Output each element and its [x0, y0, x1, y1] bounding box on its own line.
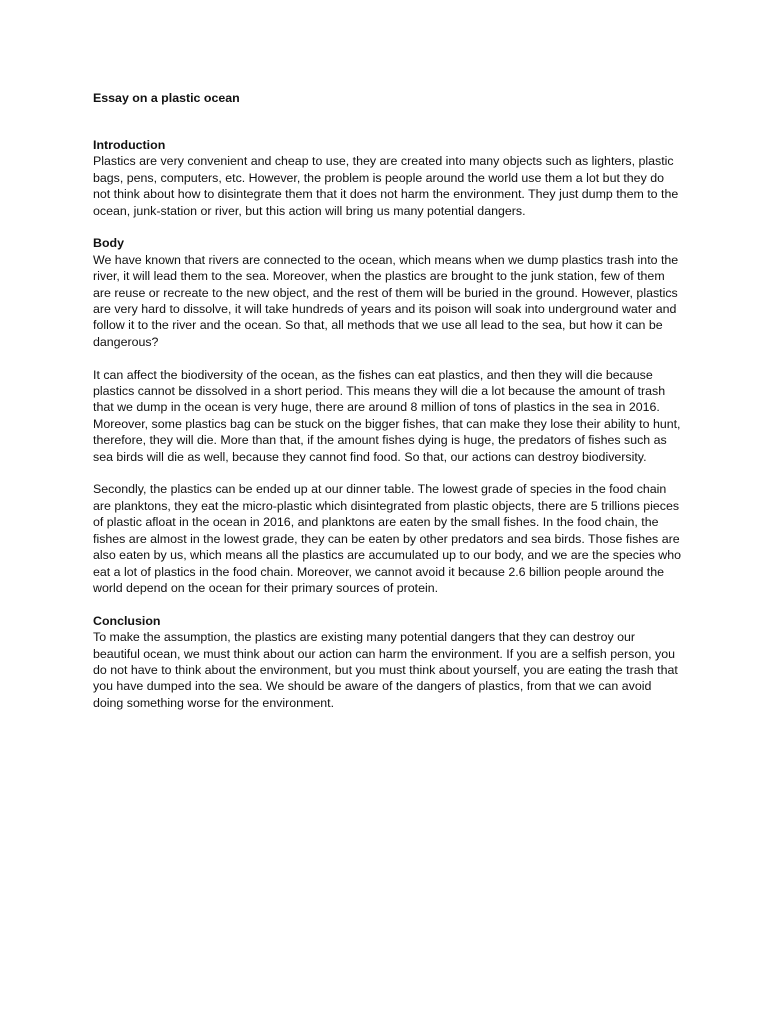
- conclusion-heading: Conclusion: [93, 613, 161, 628]
- document-page: [93, 90, 683, 711]
- body-heading: Body: [93, 236, 124, 251]
- conclusion-paragraph: To make the assumption, the plastics are existing many potential dangers that they can destroy our beautiful ocean, we must think about our action can harm the environment. If you are a selfish person, you do not have to think about the environment, but you must think about yourself, you are eating the trash that you have dumped into the sea. We should be aware of the dangers of plastics, from that we can avoid doing something worse for the environment.: [93, 630, 678, 710]
- body-paragraph-2: It can affect the biodiversity of the ocean, as the fishes can eat plastics, and then they will die because plastics cannot be dissolved in a short period. This means they will die a lot because the amount of trash that we dump in the ocean is very huge, there are around 8 million of tons of plastics in the sea in 2016. Moreover, some plastics bag can be stuck on the bigger fishes, that can make they lose their ability to hunt, therefore, they will die. More than that, if the amount fishes dying is huge, the predators of fishes such as sea birds will die as well, because they cannot find food. So that, our actions can destroy biodiversity.: [93, 367, 681, 464]
- body-paragraph-1: We have known that rivers are connected to the ocean, which means when we dump plastics trash into the river, it will lead them to the sea. Moreover, when the plastics are brought to the junk station, few of them are reuse or recreate to the new object, and the rest of them will be buried in the ground. However, plastics are very hard to dissolve, it will take hundreds of years and its poison will soak into underground water and follow it to the river and the ocean. So that, all methods that we use all lead to the sea, but how it can be dangerous?: [93, 252, 679, 349]
- spacer: [93, 106, 683, 137]
- introduction-section: [93, 137, 683, 219]
- spacer: [93, 596, 683, 612]
- spacer: [93, 350, 683, 366]
- introduction-paragraph: Plastics are very convenient and cheap to use, they are created into many objects such as lighters, plastic bags, pens, computers, etc. However, the problem is people around the world use them a lot but they do not think about how to disintegrate them that it does not harm the environment. They just dump them to the ocean, junk-station or river, but this action will bring us many potential dangers.: [93, 154, 679, 218]
- essay-title: Essay on a plastic ocean: [93, 91, 240, 105]
- body-section: [93, 235, 683, 596]
- spacer: [93, 465, 683, 481]
- spacer: [93, 219, 683, 235]
- introduction-heading: Introduction: [93, 138, 166, 152]
- body-paragraph-3: Secondly, the plastics can be ended up at our dinner table. The lowest grade of species in the food chain are planktons, they eat the micro-plastic which disintegrated from plastic objects, there are 5 trillions pieces of plastic afloat in the ocean in 2016, and planktons are eaten by the small fishes. In the food chain, the fishes are almost in the lowest grade, they can be eaten by other predators and sea birds. Those fishes are also eaten by us, which means all the plastics are accumulated up to our body, and we are the species who eat a lot of plastics in the food chain. Moreover, we cannot avoid it because 2.6 billion people around the world depend on the ocean for their primary sources of protein.: [93, 482, 681, 595]
- conclusion-section: [93, 613, 683, 711]
